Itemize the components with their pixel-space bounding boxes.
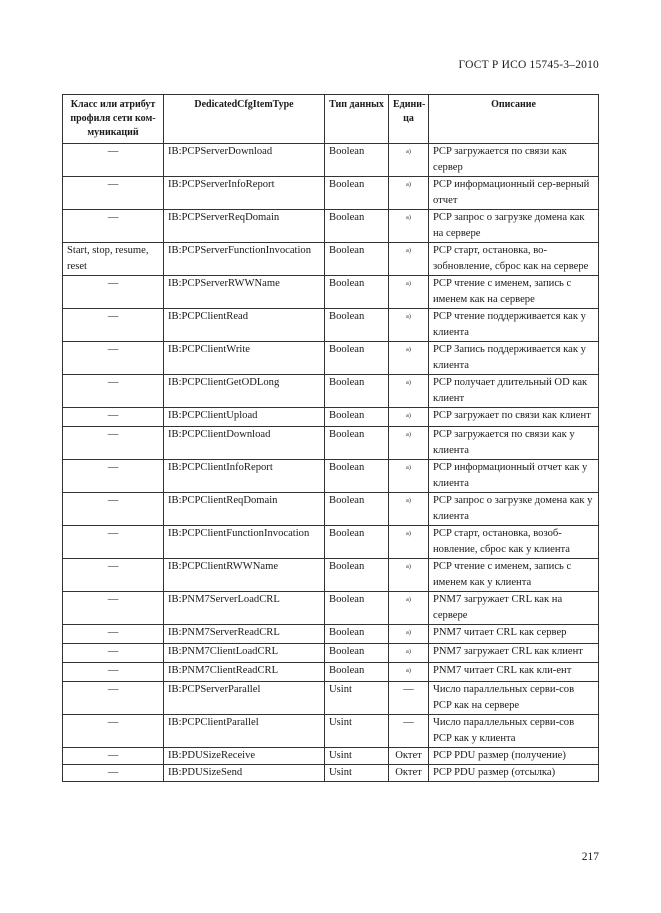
cell-class-attribute: — (63, 682, 164, 715)
cell-data-type: Usint (325, 715, 389, 748)
cell-class-attribute: — (63, 276, 164, 309)
cell-unit: — (389, 682, 429, 715)
table-row (63, 210, 599, 243)
table-header-row (63, 95, 599, 144)
cell-description: PCP PDU размер (получение) (429, 748, 599, 765)
cell-unit (389, 144, 429, 177)
cell-cfg-item-type: IB:PNM7ServerReadCRL (164, 625, 325, 644)
footnote-mark: a) (406, 413, 411, 419)
cell-description: PCP Запись поддерживается как у клиента (429, 342, 599, 375)
specification-table (62, 94, 599, 782)
table-row (63, 144, 599, 177)
cell-data-type: Boolean (325, 644, 389, 663)
cell-description: PNM7 загружает CRL как клиент (429, 644, 599, 663)
cell-description: PCP чтение с именем, запись с именем как у клиента (429, 559, 599, 592)
cell-class-attribute: — (63, 663, 164, 682)
cell-unit (389, 309, 429, 342)
footnote-mark: a) (406, 498, 411, 504)
cell-data-type: Boolean (325, 144, 389, 177)
cell-description: PCP загружается по связи как сервер (429, 144, 599, 177)
cell-data-type: Boolean (325, 493, 389, 526)
cell-cfg-item-type: IB:PNM7ServerLoadCRL (164, 592, 325, 625)
table-row (63, 460, 599, 493)
header-unit: Едини-ца (389, 95, 429, 144)
cell-description: PCP загружает по связи как клиент (429, 408, 599, 427)
cell-data-type: Boolean (325, 408, 389, 427)
cell-unit: Октет (389, 765, 429, 782)
cell-class-attribute: — (63, 644, 164, 663)
table-row (63, 408, 599, 427)
table-row (63, 177, 599, 210)
cell-cfg-item-type: IB:PCPClientGetODLong (164, 375, 325, 408)
footnote-mark: a) (406, 248, 411, 254)
cell-unit: — (389, 715, 429, 748)
table-row (63, 559, 599, 592)
cell-data-type: Usint (325, 765, 389, 782)
footnote-mark: a) (406, 531, 411, 537)
table-row (63, 375, 599, 408)
cell-cfg-item-type: IB:PCPClientRWWName (164, 559, 325, 592)
cell-class-attribute: — (63, 427, 164, 460)
cell-cfg-item-type: IB:PCPClientInfoReport (164, 460, 325, 493)
table-row (63, 592, 599, 625)
footnote-mark: a) (406, 465, 411, 471)
cell-cfg-item-type: IB:PCPServerReqDomain (164, 210, 325, 243)
cell-description: PCP информационный отчет как у клиента (429, 460, 599, 493)
cell-cfg-item-type: IB:PCPServerFunctionInvocation (164, 243, 325, 276)
cell-class-attribute: — (63, 493, 164, 526)
cell-unit (389, 644, 429, 663)
table-row (63, 682, 599, 715)
table-row (63, 427, 599, 460)
footnote-mark: a) (406, 149, 411, 155)
cell-description: PCP старт, остановка, во-зобновление, сброс как на сервере (429, 243, 599, 276)
table-row (63, 526, 599, 559)
cell-description: PCP PDU размер (отсылка) (429, 765, 599, 782)
footnote-mark: a) (406, 380, 411, 386)
cell-cfg-item-type: IB:PCPServerDownload (164, 144, 325, 177)
table-row (63, 276, 599, 309)
cell-cfg-item-type: IB:PCPClientReqDomain (164, 493, 325, 526)
cell-description: PCP старт, остановка, возоб-новление, сброс как у клиента (429, 526, 599, 559)
cell-data-type: Boolean (325, 559, 389, 592)
footnote-mark: a) (406, 347, 411, 353)
cell-data-type: Boolean (325, 342, 389, 375)
cell-cfg-item-type: IB:PCPServerInfoReport (164, 177, 325, 210)
cell-unit (389, 210, 429, 243)
standard-designation: ГОСТ Р ИСО 15745-3–2010 (458, 59, 599, 71)
cell-description: PCP загружается по связи как у клиента (429, 427, 599, 460)
cell-data-type: Usint (325, 682, 389, 715)
cell-class-attribute: — (63, 765, 164, 782)
cell-cfg-item-type: IB:PDUSizeReceive (164, 748, 325, 765)
table-row (63, 765, 599, 782)
cell-data-type: Boolean (325, 210, 389, 243)
table-row (63, 625, 599, 644)
cell-cfg-item-type: IB:PDUSizeSend (164, 765, 325, 782)
cell-unit (389, 276, 429, 309)
cell-class-attribute: — (63, 625, 164, 644)
cell-class-attribute: — (63, 342, 164, 375)
footnote-mark: a) (406, 564, 411, 570)
cell-data-type: Boolean (325, 460, 389, 493)
cell-class-attribute: — (63, 177, 164, 210)
cell-class-attribute: — (63, 408, 164, 427)
cell-cfg-item-type: IB:PCPClientWrite (164, 342, 325, 375)
cell-data-type: Boolean (325, 375, 389, 408)
footnote-mark: a) (406, 432, 411, 438)
cell-cfg-item-type: IB:PCPClientFunctionInvocation (164, 526, 325, 559)
cell-description: PCP чтение с именем, запись с именем как на сервере (429, 276, 599, 309)
cell-class-attribute: — (63, 460, 164, 493)
cell-description: PCP запрос о загрузке домена как на сервере (429, 210, 599, 243)
cell-cfg-item-type: IB:PCPServerParallel (164, 682, 325, 715)
cell-cfg-item-type: IB:PCPServerRWWName (164, 276, 325, 309)
header-class-attribute: Класс или атрибут профиля сети ком-муникаций (63, 95, 164, 144)
header-data-type: Тип данных (325, 95, 389, 144)
footnote-mark: a) (406, 182, 411, 188)
cell-unit (389, 460, 429, 493)
cell-description: PNM7 читает CRL как сервер (429, 625, 599, 644)
cell-class-attribute: — (63, 559, 164, 592)
cell-unit (389, 559, 429, 592)
cell-data-type: Boolean (325, 276, 389, 309)
table-row (63, 243, 599, 276)
cell-cfg-item-type: IB:PCPClientUpload (164, 408, 325, 427)
table-row (63, 715, 599, 748)
footnote-mark: a) (406, 281, 411, 287)
table-row (63, 644, 599, 663)
cell-data-type: Boolean (325, 309, 389, 342)
table-row (63, 663, 599, 682)
cell-unit (389, 243, 429, 276)
footnote-mark: a) (406, 314, 411, 320)
cell-class-attribute: — (63, 309, 164, 342)
footnote-mark: a) (406, 649, 411, 655)
cell-data-type: Boolean (325, 592, 389, 625)
cell-data-type: Usint (325, 748, 389, 765)
cell-cfg-item-type: IB:PCPClientRead (164, 309, 325, 342)
cell-description: PCP получает длительный OD как клиент (429, 375, 599, 408)
header-cfg-item-type: DedicatedCfgItemType (164, 95, 325, 144)
cell-unit (389, 592, 429, 625)
cell-unit (389, 342, 429, 375)
cell-data-type: Boolean (325, 526, 389, 559)
cell-unit (389, 493, 429, 526)
cell-unit (389, 408, 429, 427)
cell-cfg-item-type: IB:PNM7ClientLoadCRL (164, 644, 325, 663)
cell-unit (389, 375, 429, 408)
cell-cfg-item-type: IB:PCPClientParallel (164, 715, 325, 748)
cell-class-attribute: — (63, 144, 164, 177)
cell-class-attribute: — (63, 526, 164, 559)
cell-cfg-item-type: IB:PNM7ClientReadCRL (164, 663, 325, 682)
footnote-mark: a) (406, 215, 411, 221)
cell-description: PNM7 читает CRL как кли-ент (429, 663, 599, 682)
header-description: Описание (429, 95, 599, 144)
page-number: 217 (581, 851, 599, 863)
table-row (63, 748, 599, 765)
cell-class-attribute: Start, stop, resume, reset (63, 243, 164, 276)
cell-description: PNM7 загружает CRL как на сервере (429, 592, 599, 625)
cell-class-attribute: — (63, 592, 164, 625)
footnote-mark: a) (406, 630, 411, 636)
cell-data-type: Boolean (325, 243, 389, 276)
table-row (63, 309, 599, 342)
cell-description: Число параллельных серви-сов PCP как у клиента (429, 715, 599, 748)
cell-data-type: Boolean (325, 663, 389, 682)
cell-description: PCP запрос о загрузке домена как у клиента (429, 493, 599, 526)
cell-unit (389, 427, 429, 460)
cell-data-type: Boolean (325, 177, 389, 210)
cell-description: PCP чтение поддерживается как у клиента (429, 309, 599, 342)
footnote-mark: a) (406, 597, 411, 603)
cell-class-attribute: — (63, 748, 164, 765)
cell-unit (389, 625, 429, 644)
table-row (63, 342, 599, 375)
cell-unit (389, 526, 429, 559)
cell-cfg-item-type: IB:PCPClientDownload (164, 427, 325, 460)
cell-unit: Октет (389, 748, 429, 765)
cell-description: Число параллельных серви-сов PCP как на сервере (429, 682, 599, 715)
cell-class-attribute: — (63, 210, 164, 243)
cell-class-attribute: — (63, 375, 164, 408)
cell-unit (389, 663, 429, 682)
table-row (63, 493, 599, 526)
cell-data-type: Boolean (325, 625, 389, 644)
cell-data-type: Boolean (325, 427, 389, 460)
footnote-mark: a) (406, 668, 411, 674)
cell-description: PCP информационный сер-верный отчет (429, 177, 599, 210)
cell-unit (389, 177, 429, 210)
cell-class-attribute: — (63, 715, 164, 748)
